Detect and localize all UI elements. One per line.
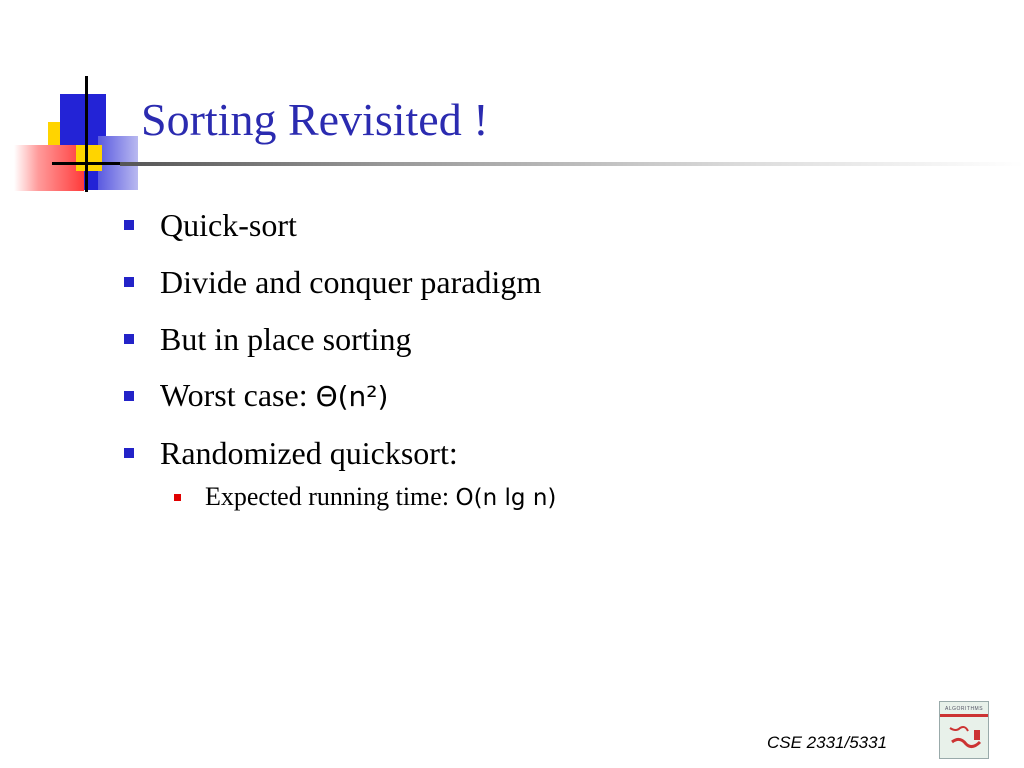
sub-bullet-text [205,481,556,514]
course-footer: CSE 2331/5331 [767,733,888,752]
slide-logo-decoration [0,0,160,200]
book-band [940,714,988,717]
bullet-marker-icon [124,277,134,287]
bullet-item [124,253,556,310]
bullet-text: Divide and conquer paradigm [160,263,542,300]
sub-bullet-marker-icon [174,494,181,501]
bullet-text: Randomized quicksort: [160,434,458,471]
yellow-small-square-shape [76,145,102,171]
vertical-line [85,76,88,192]
sub-bullet-label: Expected running time: [205,481,456,511]
slide-title: Sorting Revisited ! [141,94,489,145]
red-gradient-shape [14,145,84,191]
bullet-text [160,375,388,417]
bullet-text: But in place sorting [160,320,412,357]
textbook-cover-image [939,701,989,759]
bullet-item [124,196,556,253]
book-art-icon [948,722,984,754]
bullet-marker-icon [124,334,134,344]
worst-case-formula: Θ(n²) [315,379,389,413]
bullet-list [124,196,556,521]
horizontal-line [52,162,126,165]
bullet-label: Worst case: [160,376,316,413]
bullet-marker-icon [124,448,134,458]
expected-time-formula: O(n lg n) [455,484,557,511]
bullet-marker-icon [124,391,134,401]
bullet-text: Quick-sort [160,206,297,243]
book-title-text: ALGORITHMS [945,706,984,712]
title-divider [120,162,1024,166]
bullet-marker-icon [124,220,134,230]
bullet-item [124,310,556,367]
sub-bullet-item [174,473,556,521]
bullet-item [124,367,556,424]
